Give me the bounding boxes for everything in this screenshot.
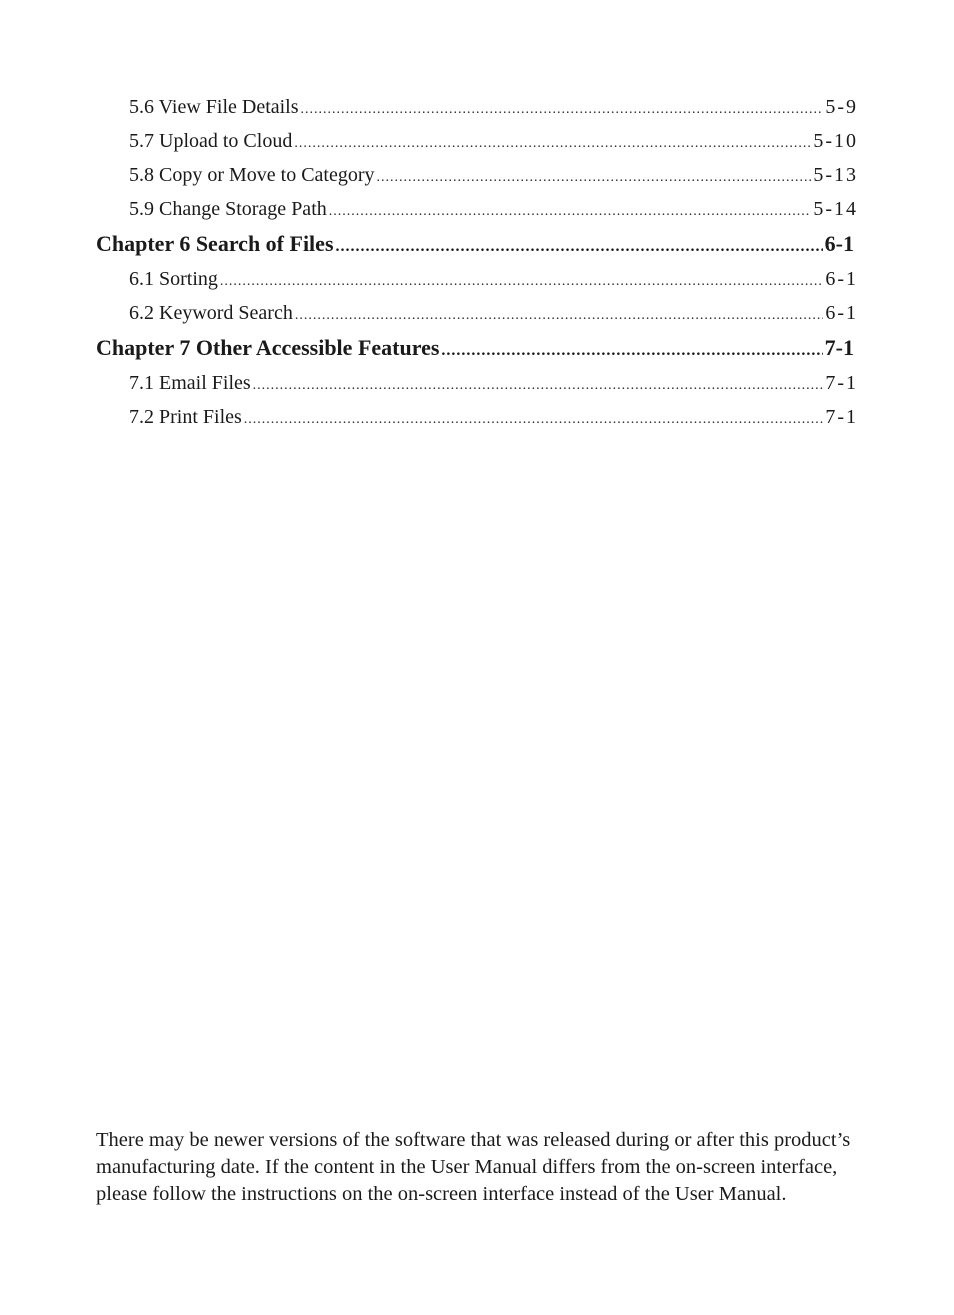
dot-leader bbox=[253, 371, 824, 401]
toc-entry-page: 5-9 bbox=[825, 96, 858, 118]
toc-chapter-6[interactable] bbox=[96, 228, 858, 264]
toc-entry-page: 5-13 bbox=[813, 164, 858, 186]
toc-entry-6-2[interactable] bbox=[96, 298, 858, 332]
toc-chapter-page: 7-1 bbox=[824, 335, 854, 360]
dot-leader bbox=[294, 129, 811, 159]
toc-entry-title: 5.8 Copy or Move to Category bbox=[129, 164, 375, 186]
toc-entry-7-2[interactable] bbox=[96, 402, 858, 436]
dot-leader bbox=[336, 231, 823, 263]
toc-entry-title: 5.9 Change Storage Path bbox=[129, 198, 327, 220]
toc-entry-title: 6.1 Sorting bbox=[129, 268, 218, 290]
toc-entry-page: 5-14 bbox=[813, 198, 858, 220]
dot-leader bbox=[441, 335, 822, 367]
dot-leader bbox=[329, 197, 812, 227]
toc-entry-6-1[interactable] bbox=[96, 264, 858, 298]
toc-entry-5-9[interactable] bbox=[96, 194, 858, 228]
dot-leader bbox=[244, 405, 824, 435]
toc-chapter-7[interactable] bbox=[96, 332, 858, 368]
software-version-notice: There may be newer versions of the software that was released during or after this product’s manufacturing date. If the content in the User Manual differs from the on-screen interface, please follow the instructions on the on-screen interface instead of the User Manual. bbox=[96, 1128, 851, 1205]
toc-entry-7-1[interactable] bbox=[96, 368, 858, 402]
table-of-contents bbox=[96, 92, 858, 436]
toc-entry-title: 5.6 View File Details bbox=[129, 96, 299, 118]
dot-leader bbox=[377, 163, 812, 193]
toc-entry-5-7[interactable] bbox=[96, 126, 858, 160]
dot-leader bbox=[220, 267, 823, 297]
toc-entry-5-6[interactable] bbox=[96, 92, 858, 126]
toc-entry-page: 7-1 bbox=[825, 406, 858, 428]
toc-entry-page: 7-1 bbox=[825, 372, 858, 394]
toc-entry-page: 6-1 bbox=[825, 268, 858, 290]
dot-leader bbox=[301, 95, 824, 125]
dot-leader bbox=[295, 301, 823, 331]
toc-entry-page: 5-10 bbox=[813, 130, 858, 152]
toc-entry-title: 7.2 Print Files bbox=[129, 406, 242, 428]
toc-entry-page: 6-1 bbox=[825, 302, 858, 324]
toc-chapter-title: Chapter 6 Search of Files bbox=[96, 231, 334, 256]
toc-entry-title: 7.1 Email Files bbox=[129, 372, 251, 394]
toc-chapter-title: Chapter 7 Other Accessible Features bbox=[96, 335, 440, 360]
toc-entry-title: 5.7 Upload to Cloud bbox=[129, 130, 293, 152]
toc-entry-5-8[interactable] bbox=[96, 160, 858, 194]
toc-entry-title: 6.2 Keyword Search bbox=[129, 302, 293, 324]
toc-chapter-page: 6-1 bbox=[824, 231, 854, 256]
